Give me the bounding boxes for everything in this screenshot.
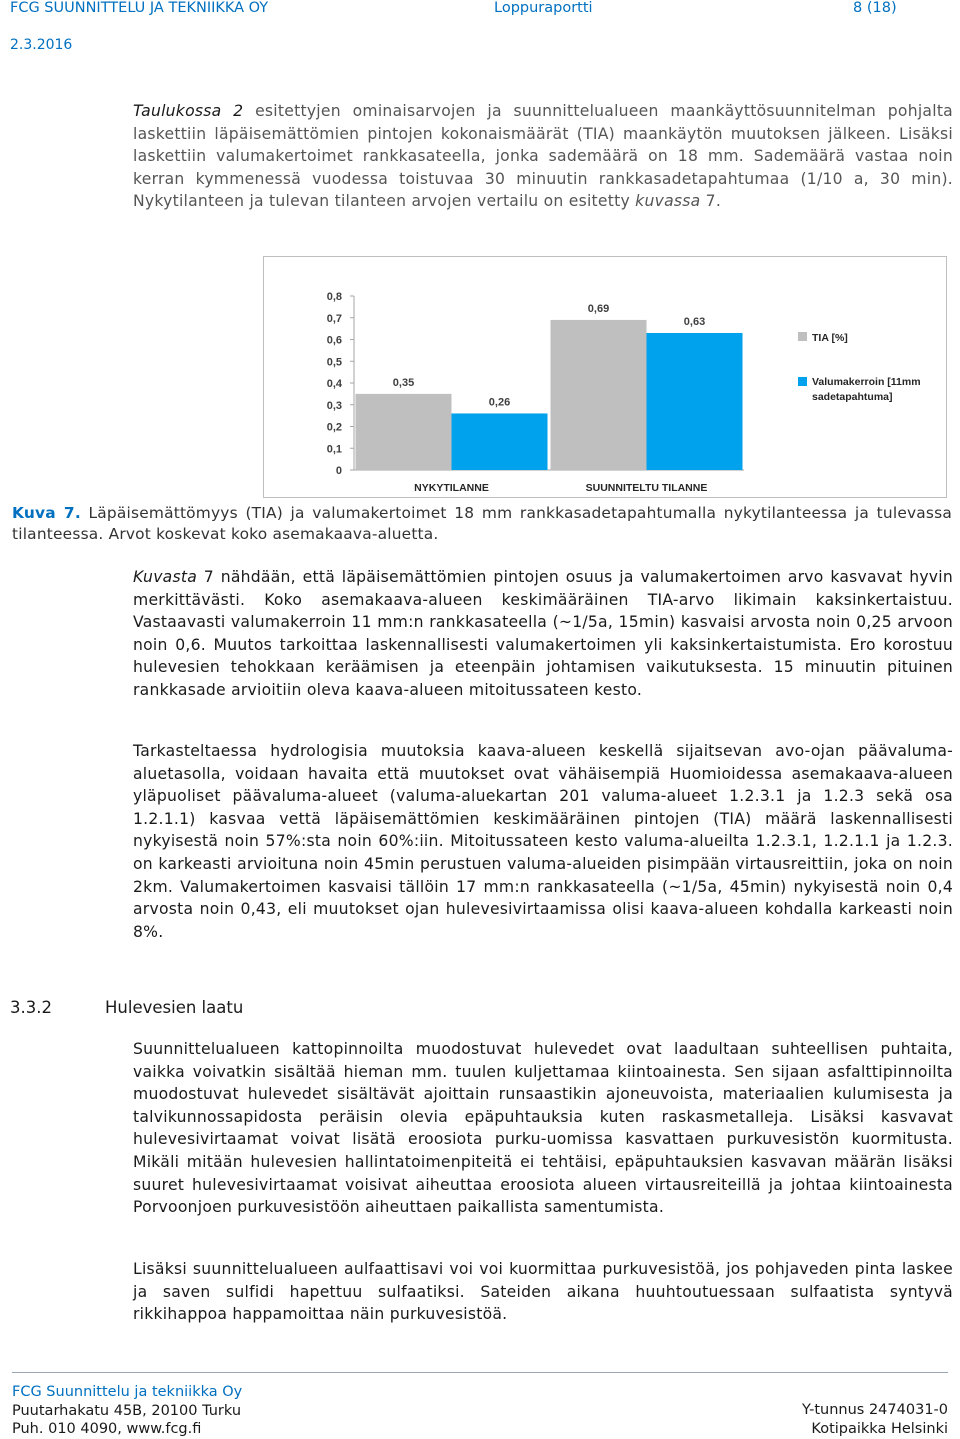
bar-value-label: 0,35 (392, 376, 415, 389)
intro-text: esitettyjen ominaisarvojen ja suunnittelualueen maankäyttösuunnitelman pohjalta laskettiin läpäisemättömien pintojen kokonaismäärät (TIA) maankäytön muutoksen jälkeen. Lisäksi laskettiin valumakertoimet rankkasateella, jonka sademäärä on 18 mm. Sademäärä vastaa noin kerran kymmenessä vuodessa toistuvaa 30 minuutin rankkasadetapahtumaa (1/10 a, 30 min). Nykytilanteen ja tulevan tilanteen arvojen vertailu on esitetty (133, 102, 953, 211)
footer-business-id: Y-tunnus 2474031-0 (801, 1402, 948, 1418)
footer-address: Puutarhakatu 45B, 20100 Turku (12, 1402, 242, 1419)
y-tick-label: 0,3 (326, 399, 342, 412)
header-company: FCG SUUNNITTELU JA TEKNIIKKA OY (10, 0, 269, 16)
body-paragraph-1 (133, 566, 953, 702)
y-tick-label: 0,4 (326, 378, 342, 390)
bar-value-label: 0,63 (683, 315, 706, 328)
legend-label-valumakerroin-line2: sadetapahtuma] (812, 391, 893, 403)
y-tick-label: 0 (335, 465, 342, 477)
header-page-number: 8 (18) (853, 0, 897, 16)
chart-container (263, 256, 947, 498)
footer-divider (12, 1372, 948, 1373)
intro-text-end: 7. (700, 192, 722, 211)
legend-swatch-valumakerroin (798, 377, 807, 386)
legend-label-tia: TIA [%] (812, 332, 848, 344)
bar (452, 413, 548, 470)
figure-reference-2: Kuvasta (133, 568, 198, 586)
footer-right (802, 1401, 948, 1438)
figure-reference: kuvassa (635, 192, 701, 211)
y-tick-label: 0,6 (326, 334, 342, 347)
y-tick-label: 0,8 (326, 291, 342, 303)
body-paragraph-4: Lisäksi suunnittelualueen aulfaattisavi voi voi kuormittaa purkuvesistöä, jos pohjaveden pinta laskee ja saven sulfidi hapettuu sulfaatiksi. Sateiden aikana huuhtoutuessaan sulfaatista syntyvä rikkihappoa happamoittaa näin purkuvesistöä. (133, 1260, 953, 1324)
section-title: Hulevesien laatu (105, 998, 244, 1017)
legend-swatch-tia (798, 332, 807, 341)
footer-contact: Puh. 010 4090, www.fcg.fi (12, 1421, 202, 1437)
body-paragraph-3: Suunnittelualueen kattopinnoilta muodostuvat hulevedet ovat laadultaan suhteellisen puhtaita, vaikka voivatkin sisältää hieman mm. tuulen kuljettamaa kiintoainesta. Sen sijaan asfalttipinnoilta muodostuvat hulevedet sisältävät ajoittain runsaastikin ajoneuvoista, materiaalien kulumisesta ja talvikunnossapidosta peräisin olevia epäpuhtauksia kuten raskasmetalleja. Lisäksi kasvavat hulevesivirtaamat voivat lisätä eroosiota purku-uomissa kasvattaen purkuvesistön kuormitusta. Mikäli mitään hulevesien hallintatoimenpiteitä ei tehtäisi, epäpuhtauksien kasvavan määrän lisäksi suuret hulevesivirtaamat voisivat aiheuttaa eroosiota alueen virtausreiteillä ja johtaa kiintoainesta Porvoonjoen purkuvesistöön aiheuttaen paikallista samentumista. (133, 1040, 953, 1217)
x-category-label: SUUNNITELTU TILANNE (585, 482, 708, 494)
y-tick-label: 0,5 (326, 356, 342, 369)
caption-label: Kuva 7. (12, 504, 81, 522)
intro-paragraph (133, 100, 953, 213)
x-category-label: NYKYTILANNE (414, 482, 489, 494)
y-tick-label: 0,7 (326, 312, 342, 325)
table-reference: Taulukossa 2 (133, 102, 244, 120)
caption-text: Läpäisemättömyys (TIA) ja valumakertoimet 18 mm rankkasadetapahtumalla nykytilanteessa ja tulevassa tilanteessa. Arvot koskevat koko asemakaava-aluetta. (12, 504, 952, 543)
header-report-title: Loppuraportti (494, 0, 593, 16)
bar (356, 394, 452, 470)
footer-left (12, 1383, 242, 1439)
bar (647, 333, 743, 470)
header-date: 2.3.2016 (10, 37, 73, 53)
legend-label-valumakerroin-line1: Valumakerroin [11mm (812, 376, 921, 388)
figure-caption (12, 503, 952, 545)
body-paragraph-2: Tarkasteltaessa hydrologisia muutoksia kaava-alueen keskellä sijaitsevan avo-ojan päävaluma-aluetasolla, voidaan havaita että muutokset ovat vähäisempiä Huomioidessa asemakaava-alueen yläpuoliset päävaluma-alueet (valuma-aluekartan 201 valuma-alueet 1.2.3.1 ja 1.2.3 sekä osa 1.2.1.1) kasvaa vettä läpäisemättömien keskimääräinen pintojen (TIA) määrä laskennallisesti nykyisestä noin 57%:sta noin 60%:iin. Mitoitussateen kesto valuma-alueilta 1.2.3.1, 1.2.1.1 ja 1.2.3. on karkeasti arvioituna noin 45min perustuen valuma-alueiden pisimpään virtausreittiin, joka on noin 2km. Valumakertoimen kasvaisi tällöin 17 mm:n rankkasateella (~1/5a, 45min) nykyisestä noin 0,4 arvosta noin 0,43, eli muutokset ojan hulevesivirtaamissa olisi kaava-alueen kohdalla karkeasti noin 8%. (133, 742, 953, 941)
y-tick-label: 0,1 (326, 443, 342, 456)
bar-value-label: 0,26 (488, 396, 511, 409)
y-tick-label: 0,2 (326, 421, 342, 434)
footer-domicile: Kotipaikka Helsinki (811, 1420, 948, 1437)
bar-chart (264, 257, 946, 497)
footer-company: FCG Suunnittelu ja tekniikka Oy (12, 1384, 243, 1400)
body-paragraph-1-text: 7 nähdään, että läpäisemättömien pintojen osuus ja valumakertoimen arvo kasvavat hyvin merkittävästi. Koko asemakaava-alueen keskimääräinen TIA-arvo likimain kaksinkertaistuu. Vastaavasti valumakerroin 11 mm:n rankkasateella (~1/5a, 15min) kasvaisi arvosta noin 0,25 arvoon noin 0,6. Muutos tarkoittaa laskennallisesti valumakertoimen yli kaksinkertaistumista. Ero korostuu hulevesien tehokkaan keräämisen ja eteenpäin johtamisen vaikutuksesta. 15 minuutin pituinen rankkasade arvioitiin oleva kaava-alueen mitoitussateen kesto. (133, 568, 953, 699)
section-number: 3.3.2 (10, 998, 52, 1017)
bar (551, 320, 647, 470)
bar-value-label: 0,69 (587, 302, 610, 315)
